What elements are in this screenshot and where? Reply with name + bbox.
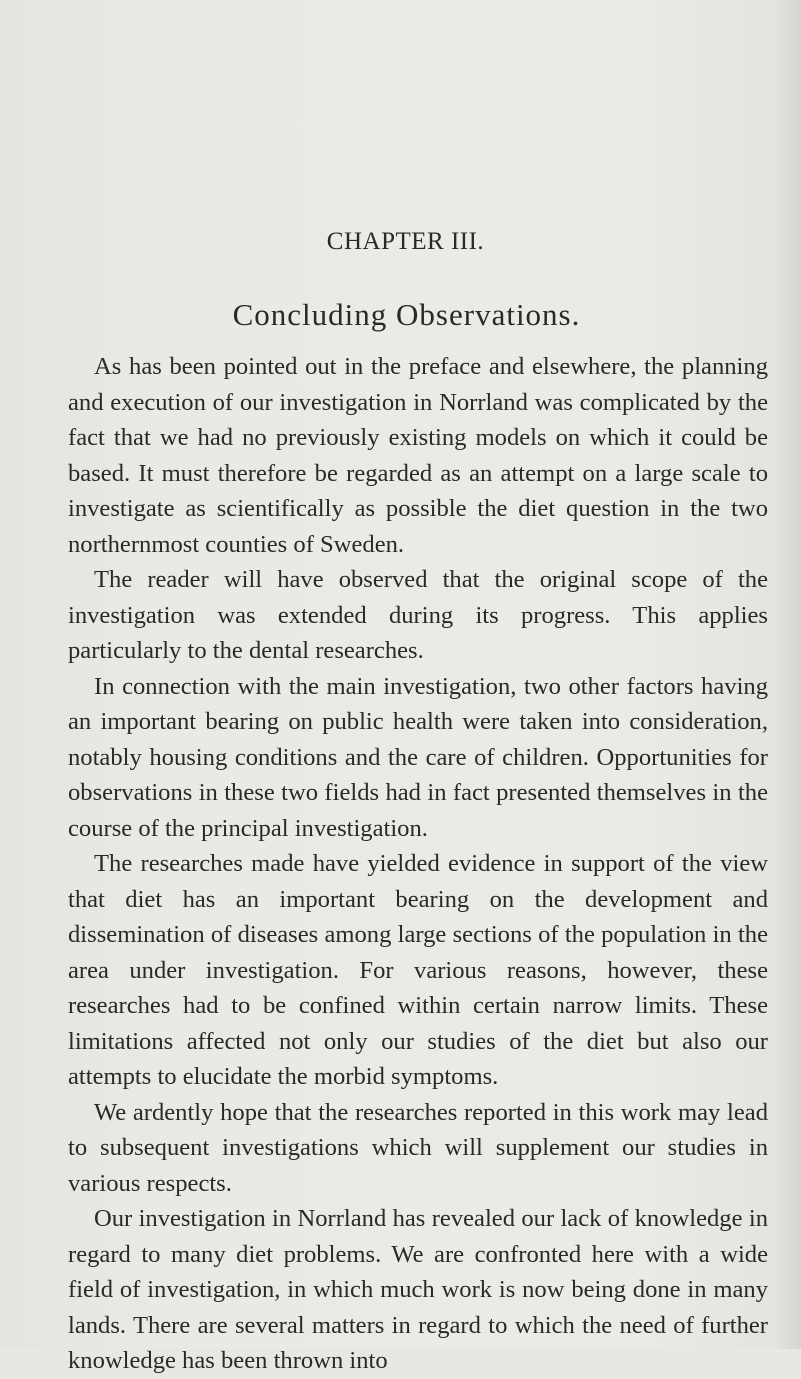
chapter-heading: CHAPTER III. [326, 228, 485, 255]
paragraph: In connection with the main investigation, two other factors having an important bearing on public health were taken into consideration, notably housing conditions and the care of children. Opportunities for observations in these two fields had in fact presented themselves in the course of the principal investigation. [68, 672, 768, 842]
chapter-title: Concluding Observations. [232, 297, 581, 332]
paragraph: The researches made have yielded evidence in support of the view that diet has an important bearing on the development and dissemination of diseases among large sections of the population in the area under investigation. For various reasons, however, these researches had to be confined within certain narrow limits. These limitations affected not only our studies of the diet but also our attempts to elucidate the morbid symptoms. [68, 850, 768, 1090]
paragraph: The reader will have observed that the original scope of the investigation was extended during its progress. This applies particularly to the dental researches. [68, 566, 768, 664]
paragraph: As has been pointed out in the preface and elsewhere, the planning and execution of our investigation in Norrland was complicated by the fact that we had no previously existing models on which it could be based. It must therefore be regarded as an attempt on a large scale to investigate as scientifically as possible the diet question in the two northernmost counties of Sweden. [68, 353, 768, 558]
paragraph: Our investigation in Norrland has revealed our lack of knowledge in regard to many diet problems. We are confronted here with a wide field of investigation, in which much work is now being done in many lands. There are several matters in regard to which the need of further knowledge has been thrown into [68, 1205, 768, 1374]
paragraph: We ardently hope that the researches reported in this work may lead to subsequent investigations which will supplement our studies in various respects. [68, 1098, 768, 1197]
body-text [68, 349, 768, 1379]
page-edge-shadow [775, 0, 801, 1349]
